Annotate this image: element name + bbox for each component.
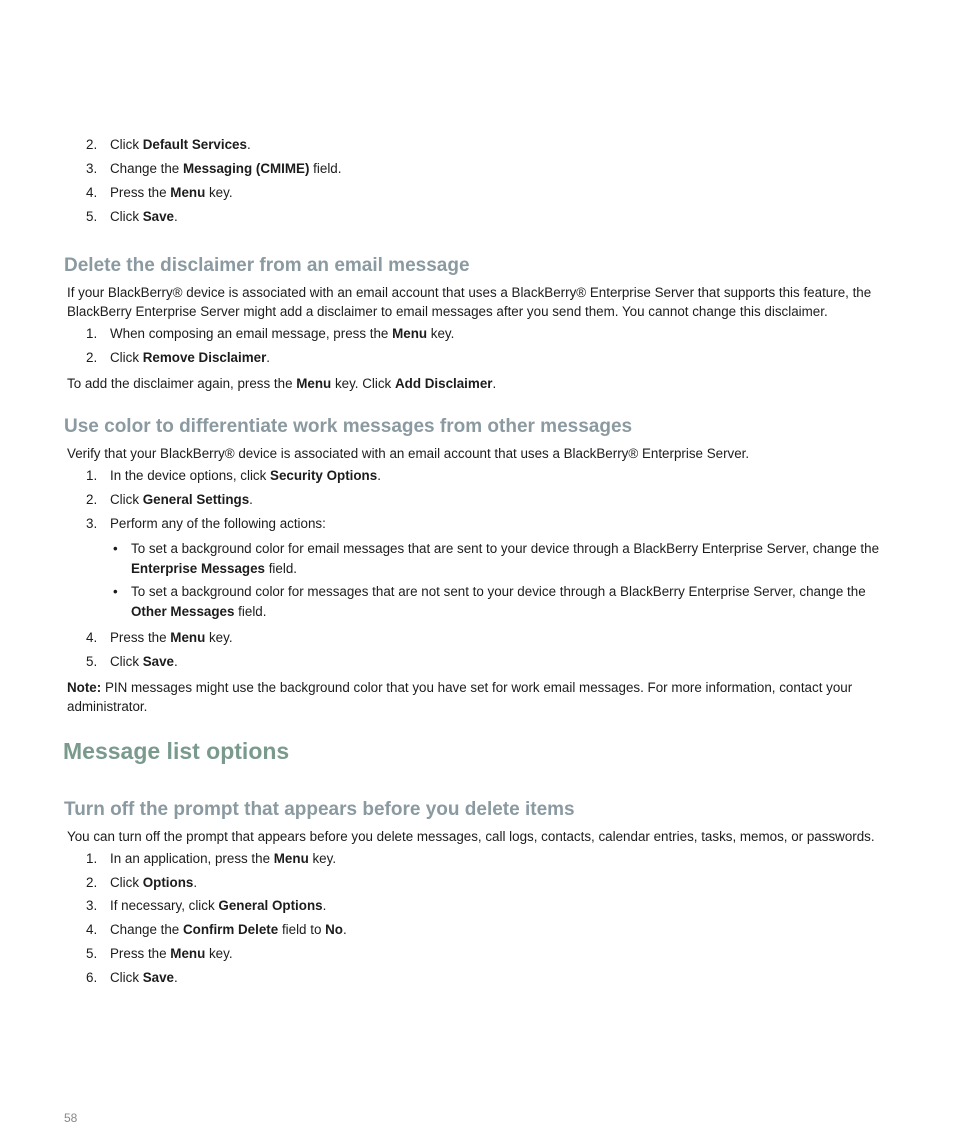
list-item: 4. Press the Menu key. [86, 630, 233, 645]
list-item: 3. Perform any of the following actions: [86, 516, 326, 531]
paragraph: To add the disclaimer again, press the Menu key. Click Add Disclaimer. [67, 376, 497, 391]
list-item: 1. In an application, press the Menu key. [86, 851, 337, 866]
paragraph-line: BlackBerry Enterprise Server might add a disclaimer to email messages after you send them. You cannot change this disclaimer. [67, 304, 828, 319]
list-item: 2. Click Remove Disclaimer. [86, 350, 271, 365]
bullet-item: • To set a background color for messages that are not sent to your device through a BlackBerry Enterprise Server, change the Other Messages field. [113, 584, 866, 619]
paragraph: Verify that your BlackBerry® device is associated with an email account that uses a BlackBerry® Enterprise Server. [67, 446, 750, 461]
page-title: Message list options [63, 738, 290, 764]
paragraph: You can turn off the prompt that appears before you delete messages, call logs, contacts, calendar entries, tasks, memos, or passwords. [67, 829, 875, 844]
bullet-icon: • [113, 541, 118, 556]
bullet-icon: • [113, 584, 118, 599]
list-item: 5. Press the Menu key. [86, 946, 233, 961]
section-heading: Delete the disclaimer from an email message [64, 255, 470, 276]
list-item: 3. Change the Messaging (CMIME) field. [86, 161, 342, 176]
bullet-item: • To set a background color for email messages that are sent to your device through a BlackBerry Enterprise Server, change the Enterprise Messages field. [113, 541, 880, 576]
list-item: 5. Click Save. [86, 654, 178, 669]
list-item: 1. In the device options, click Security Options. [86, 468, 381, 483]
note: Note: PIN messages might use the background color that you have set for work email messages. For more information, contact your administrator. [67, 680, 853, 714]
section-heading: Use color to differentiate work messages from other messages [64, 416, 633, 437]
list-item: 3. If necessary, click General Options. [86, 898, 327, 913]
list-item: 6. Click Save. [86, 970, 178, 985]
list-item: 2. Click Default Services. [86, 137, 251, 152]
list-item: 5. Click Save. [86, 209, 178, 224]
list-item: 2. Click General Settings. [86, 492, 253, 507]
paragraph-line: If your BlackBerry® device is associated with an email account that uses a BlackBerry® Enterprise Server that supports this feature, the [67, 285, 872, 300]
page-number: 58 [64, 1111, 78, 1125]
list-item: 4. Change the Confirm Delete field to No. [86, 922, 347, 937]
list-item: 1. When composing an email message, press the Menu key. [86, 326, 455, 341]
list-item: 2. Click Options. [86, 875, 198, 890]
section-heading: Turn off the prompt that appears before you delete items [64, 799, 575, 820]
list-item: 4. Press the Menu key. [86, 185, 233, 200]
